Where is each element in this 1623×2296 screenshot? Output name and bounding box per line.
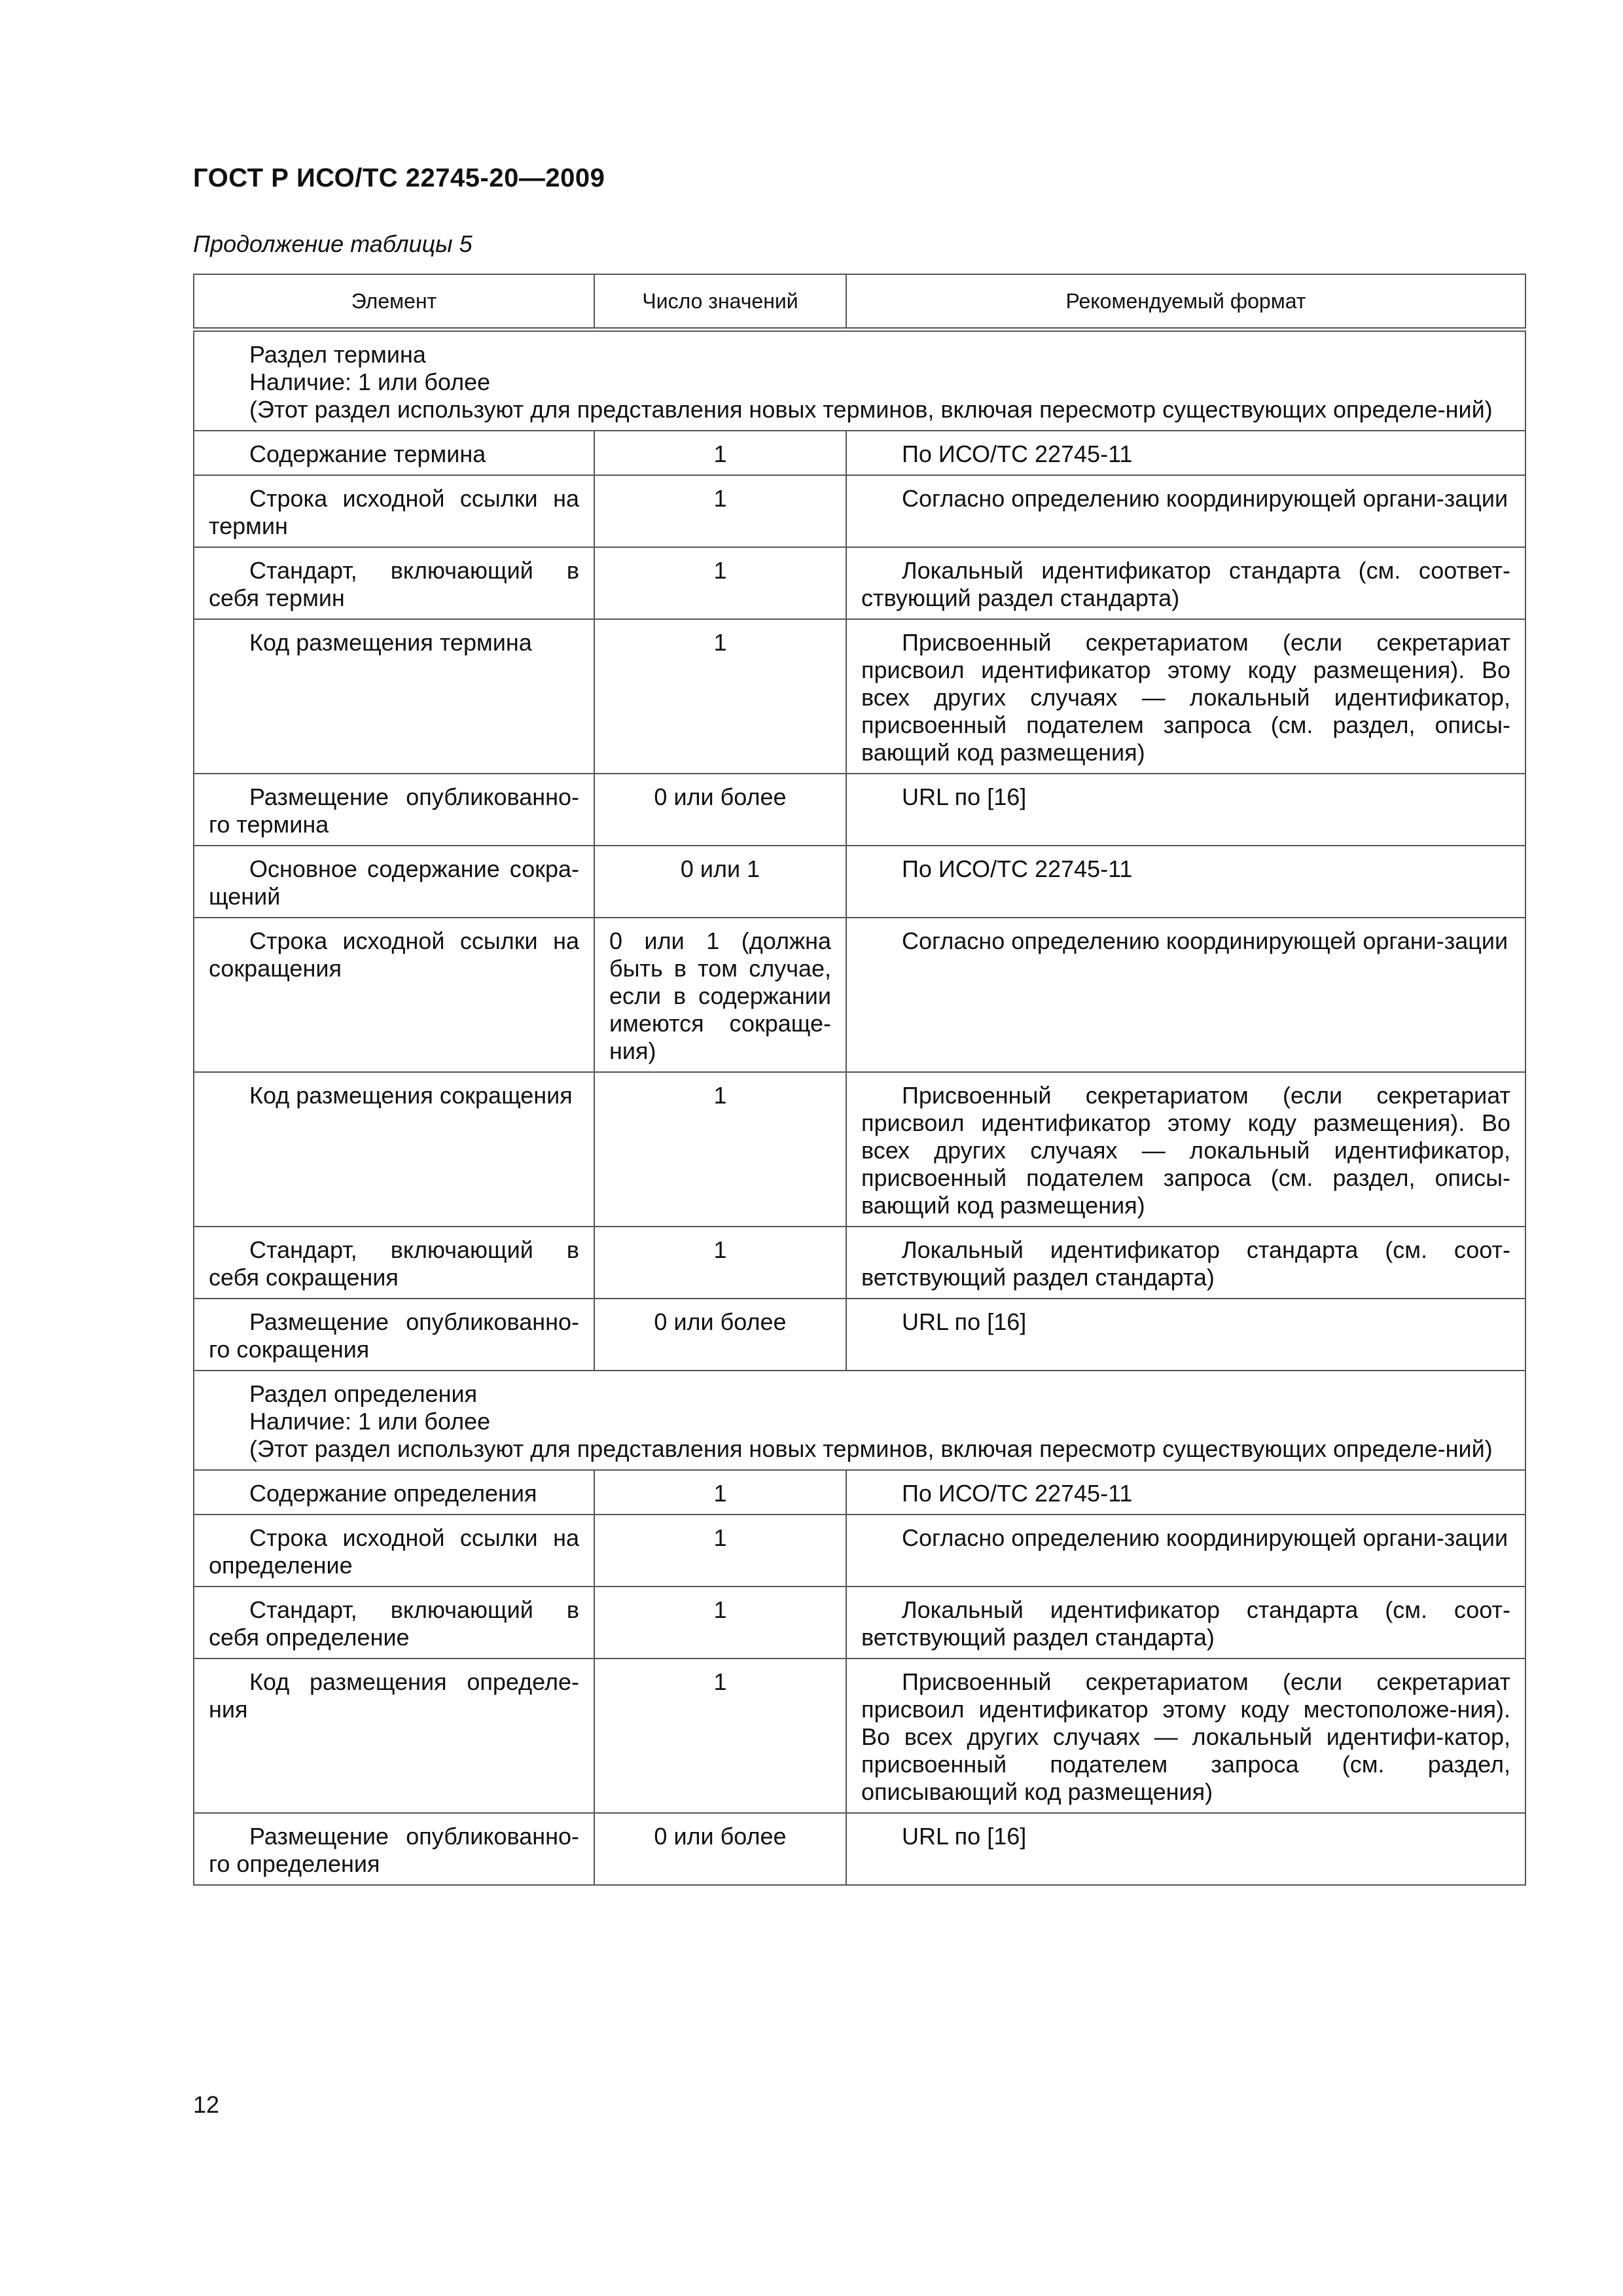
table-row	[194, 1299, 1525, 1371]
column-header-element: Элемент	[194, 274, 594, 330]
count-cell: 0 или более	[594, 1299, 846, 1371]
table-row	[194, 846, 1525, 918]
count-cell: 1	[594, 1659, 846, 1813]
count-cell: 0 или более	[594, 1813, 846, 1885]
count-cell: 1	[594, 1515, 846, 1587]
section-title: Раздел определения	[249, 1380, 478, 1407]
table-row	[194, 1813, 1525, 1885]
count-cell: 1	[594, 619, 846, 774]
table-row	[194, 431, 1525, 475]
table-row	[194, 1659, 1525, 1813]
section-presence: Наличие: 1 или более	[249, 368, 491, 395]
requirements-table	[193, 274, 1526, 1886]
count-cell: 1	[594, 547, 846, 619]
element-cell: Размещение опубликованно-го сокращения	[194, 1299, 594, 1371]
table-row	[194, 1515, 1525, 1587]
format-cell: Присвоенный секретариатом (если секретариат присвоил идентификатор этому коду местоположе-ния). Во всех других случаях — локальный идентифи-катор, присвоенный подателем запроса (см. раздел, описывающий код размещения)	[846, 1659, 1525, 1813]
format-cell: Локальный идентификатор стандарта (см. соот-ветствующий раздел стандарта)	[846, 1587, 1525, 1659]
element-cell: Строка исходной ссылки на определение	[194, 1515, 594, 1587]
count-cell: 1	[594, 1470, 846, 1515]
section-row-term	[194, 330, 1525, 431]
page-number: 12	[193, 2091, 220, 2118]
format-cell: По ИСО/ТС 22745-11	[846, 846, 1525, 918]
element-cell: Основное содержание сокра-щений	[194, 846, 594, 918]
element-cell: Строка исходной ссылки на термин	[194, 475, 594, 547]
table-row	[194, 547, 1525, 619]
element-cell: Строка исходной ссылки на сокращения	[194, 918, 594, 1072]
table-header-row	[194, 274, 1525, 330]
table-caption: Продолжение таблицы 5	[193, 230, 473, 257]
format-cell: Присвоенный секретариатом (если секретариат присвоил идентификатор этому коду размещения). Во всех других случаях — локальный идентификатор, присвоенный подателем запроса (см. раздел, описы-вающий код размещения)	[846, 619, 1525, 774]
format-cell: Согласно определению координирующей органи-зации	[846, 1515, 1525, 1587]
section-cell	[194, 330, 1525, 431]
element-cell: Код размещения термина	[194, 619, 594, 774]
element-cell: Код размещения сокращения	[194, 1072, 594, 1227]
format-cell: URL по [16]	[846, 1813, 1525, 1885]
count-cell: 0 или 1 (должна быть в том случае, если в содержании имеются сокраще-ния)	[594, 918, 846, 1072]
count-cell: 0 или 1	[594, 846, 846, 918]
document-title: ГОСТ Р ИСО/ТС 22745-20—2009	[193, 164, 605, 192]
table-row	[194, 1072, 1525, 1227]
column-header-format: Рекомендуемый формат	[846, 274, 1525, 330]
format-cell: URL по [16]	[846, 774, 1525, 846]
element-cell: Стандарт, включающий в себя сокращения	[194, 1227, 594, 1299]
element-cell: Размещение опубликованно-го определения	[194, 1813, 594, 1885]
table-row	[194, 1470, 1525, 1515]
section-note: (Этот раздел используют для представления новых терминов, включая пересмотр существующих определе-ний)	[249, 396, 1493, 423]
format-cell: По ИСО/ТС 22745-11	[846, 431, 1525, 475]
format-cell: Присвоенный секретариатом (если секретариат присвоил идентификатор этому коду размещения). Во всех других случаях — локальный идентификатор, присвоенный подателем запроса (см. раздел, описы-вающий код размещения)	[846, 1072, 1525, 1227]
count-cell: 0 или более	[594, 774, 846, 846]
element-cell: Код размещения определе-ния	[194, 1659, 594, 1813]
table-row	[194, 475, 1525, 547]
section-title: Раздел термина	[249, 341, 426, 368]
format-cell: URL по [16]	[846, 1299, 1525, 1371]
format-cell: По ИСО/ТС 22745-11	[846, 1470, 1525, 1515]
table-row	[194, 1227, 1525, 1299]
table-row	[194, 918, 1525, 1072]
format-cell: Согласно определению координирующей органи-зации	[846, 918, 1525, 1072]
table-row	[194, 774, 1525, 846]
element-cell: Стандарт, включающий в себя термин	[194, 547, 594, 619]
format-cell: Локальный идентификатор стандарта (см. соот-ветствующий раздел стандарта)	[846, 1227, 1525, 1299]
column-header-count: Число значений	[594, 274, 846, 330]
table-row	[194, 619, 1525, 774]
section-presence: Наличие: 1 или более	[249, 1408, 491, 1435]
format-cell: Согласно определению координирующей органи-зации	[846, 475, 1525, 547]
table-row	[194, 1587, 1525, 1659]
format-cell: Локальный идентификатор стандарта (см. соответ-ствующий раздел стандарта)	[846, 547, 1525, 619]
count-cell: 1	[594, 1227, 846, 1299]
count-cell: 1	[594, 1587, 846, 1659]
section-note: (Этот раздел используют для представления новых терминов, включая пересмотр существующих определе-ний)	[249, 1435, 1493, 1462]
count-cell: 1	[594, 1072, 846, 1227]
count-cell: 1	[594, 431, 846, 475]
count-cell: 1	[594, 475, 846, 547]
element-cell: Содержание термина	[194, 431, 594, 475]
element-cell: Стандарт, включающий в себя определение	[194, 1587, 594, 1659]
section-cell	[194, 1371, 1525, 1470]
element-cell: Содержание определения	[194, 1470, 594, 1515]
section-row-definition	[194, 1371, 1525, 1470]
element-cell: Размещение опубликованно-го термина	[194, 774, 594, 846]
